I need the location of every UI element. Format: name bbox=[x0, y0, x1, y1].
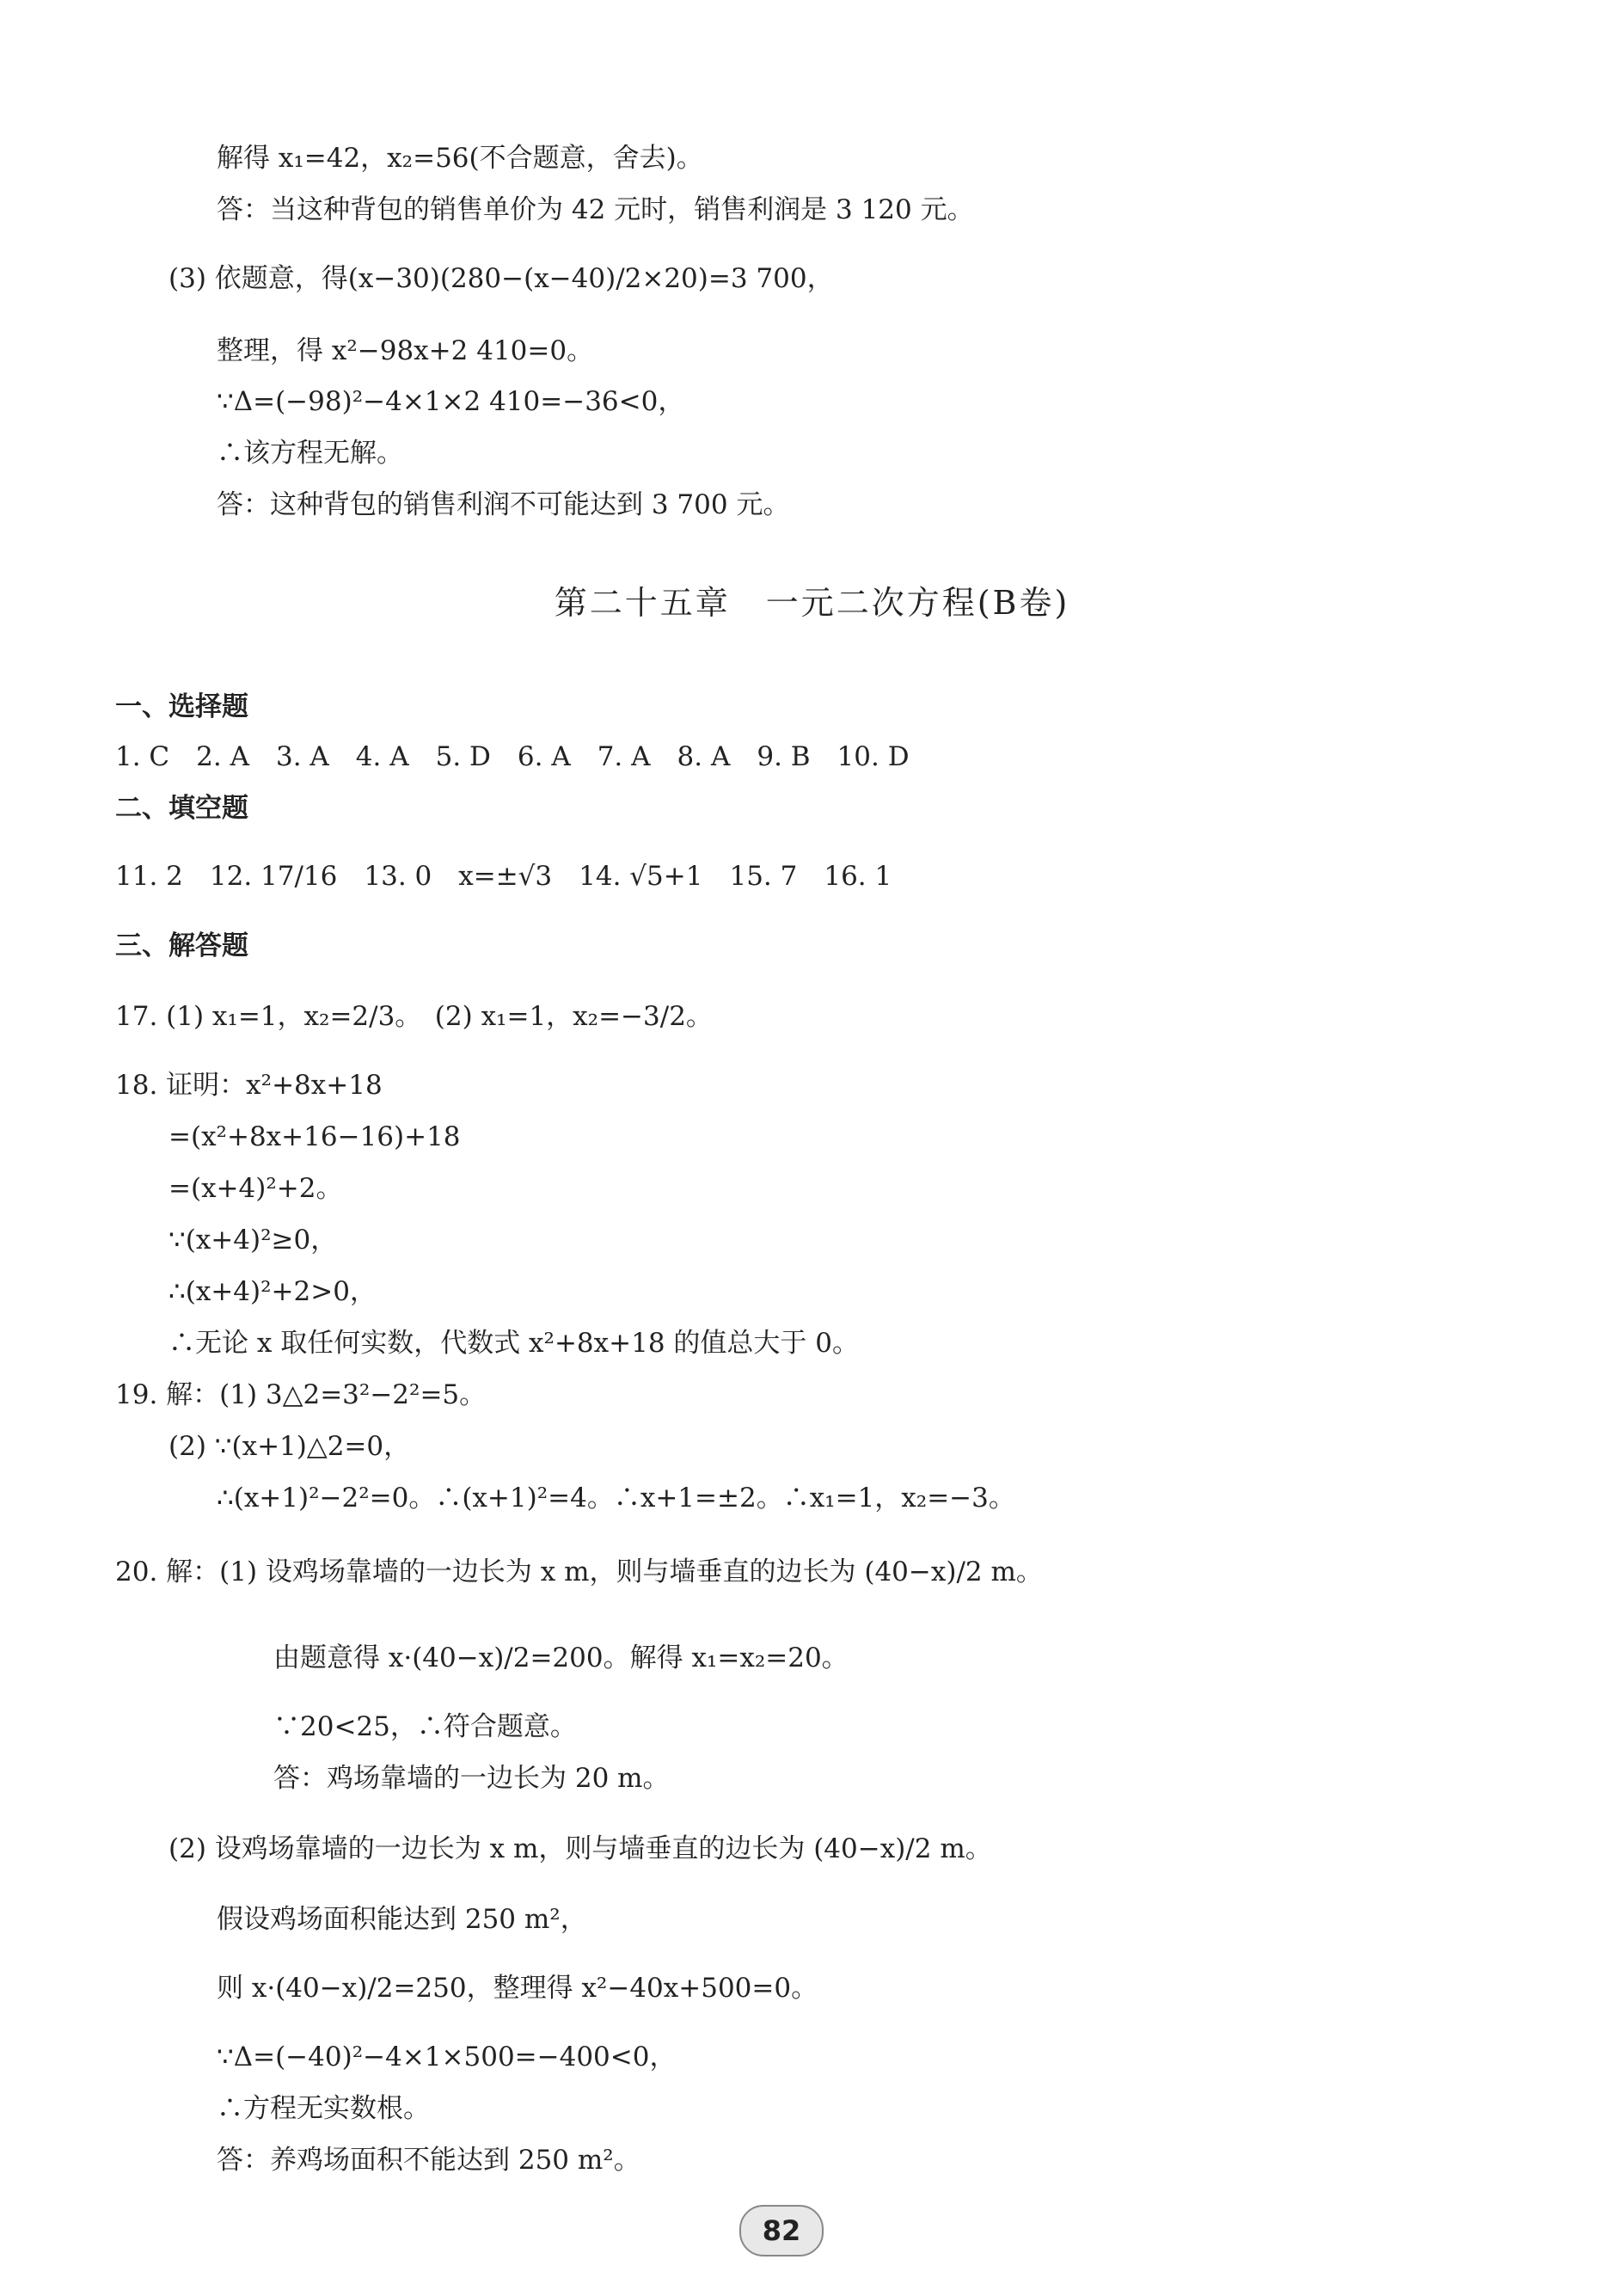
solution-line: ∵(x+4)²≥0， bbox=[169, 1225, 338, 1256]
page-number: 82 bbox=[739, 2205, 824, 2257]
solution-line: 20. 解：(1) 设鸡场靠墙的一边长为 x m，则与墙垂直的边长为 (40−x)/2 m。 bbox=[115, 1557, 1043, 1587]
text-line: (3) 依题意，得(x−30)(280−(x−40)/2×20)=3 700， bbox=[169, 263, 834, 294]
solution-line: 18. 证明：x²+8x+18 bbox=[115, 1070, 383, 1101]
chapter-title: 第二十五章 一元二次方程(B卷) bbox=[554, 584, 1070, 622]
solution-line: 假设鸡场面积能达到 250 m²， bbox=[217, 1904, 587, 1935]
solution-line: ∵20<25，∴符合题意。 bbox=[273, 1711, 577, 1742]
section-heading: 一、选择题 bbox=[115, 691, 248, 722]
text-line: 解得 x₁=42，x₂=56(不合题意，舍去)。 bbox=[217, 143, 703, 174]
solution-line: (2) ∵(x+1)△2=0， bbox=[169, 1431, 411, 1462]
section-heading: 三、解答题 bbox=[115, 930, 248, 961]
solution-line: ∴方程无实数根。 bbox=[217, 2093, 430, 2124]
solution-line: 19. 解：(1) 3△2=3²−2²=5。 bbox=[115, 1379, 487, 1410]
text-line: ∴该方程无解。 bbox=[217, 438, 403, 469]
choice-answers: 1. C 2. A 3. A 4. A 5. D 6. A 7. A 8. A 9. B 10. D bbox=[115, 741, 910, 772]
solution-line: 17. (1) x₁=1，x₂=2/3。 (2) x₁=1，x₂=−3/2。 bbox=[115, 1001, 713, 1032]
solution-line: ∵Δ=(−40)²−4×1×500=−400<0， bbox=[217, 2042, 677, 2072]
solution-line: =(x²+8x+16−16)+18 bbox=[169, 1121, 461, 1152]
text-line: 答：当这种背包的销售单价为 42 元时，销售利润是 3 120 元。 bbox=[217, 194, 974, 225]
solution-line: ∴(x+4)²+2>0， bbox=[169, 1276, 377, 1307]
solution-line: =(x+4)²+2。 bbox=[169, 1173, 343, 1204]
solution-line: (2) 设鸡场靠墙的一边长为 x m，则与墙垂直的边长为 (40−x)/2 m。 bbox=[169, 1833, 992, 1864]
fill-answers: 11. 2 12. 17/16 13. 0 x=±√3 14. √5+1 15. 7 16. 1 bbox=[115, 861, 892, 892]
solution-line: 答：鸡场靠墙的一边长为 20 m。 bbox=[273, 1763, 670, 1794]
section-heading: 二、填空题 bbox=[115, 793, 248, 824]
text-line: ∵Δ=(−98)²−4×1×2 410=−36<0， bbox=[217, 386, 685, 417]
solution-line: ∴(x+1)²−2²=0。∴(x+1)²=4。∴x+1=±2。∴x₁=1，x₂=−3。 bbox=[217, 1483, 1015, 1514]
solution-line: 答：养鸡场面积不能达到 250 m²。 bbox=[217, 2145, 640, 2176]
solution-line: 则 x·(40−x)/2=250，整理得 x²−40x+500=0。 bbox=[217, 1973, 818, 2004]
text-line: 整理，得 x²−98x+2 410=0。 bbox=[217, 335, 594, 366]
solution-line: ∴无论 x 取任何实数，代数式 x²+8x+18 的值总大于 0。 bbox=[169, 1328, 859, 1359]
solution-line: 由题意得 x·(40−x)/2=200。解得 x₁=x₂=20。 bbox=[273, 1642, 849, 1673]
text-line: 答：这种背包的销售利润不可能达到 3 700 元。 bbox=[217, 489, 790, 520]
